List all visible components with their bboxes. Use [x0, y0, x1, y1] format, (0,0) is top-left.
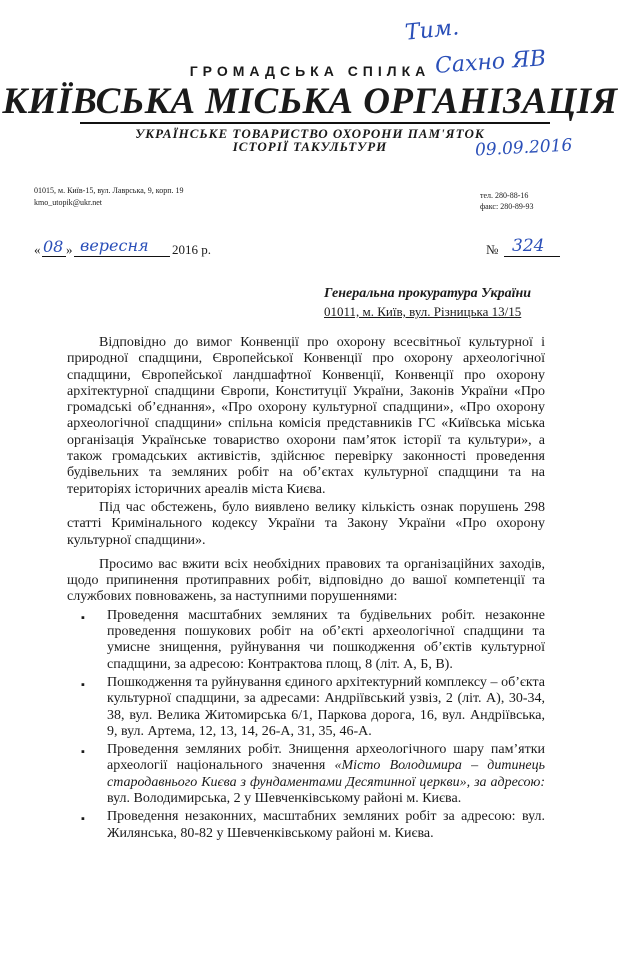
list-item — [67, 809, 545, 842]
number-blank — [504, 256, 560, 257]
handwritten-note-top: Тим. — [403, 15, 461, 46]
date-year: 2016 р. — [172, 242, 211, 257]
date-day: 08 — [43, 237, 64, 256]
bullet-icon: ▪ — [81, 746, 85, 759]
handwritten-date-note: 09.09.2016 — [474, 135, 573, 161]
number-label: № — [486, 242, 499, 257]
list-item-lead: Проведення земляних робіт. Знищення археологічного шару пам’ятки археології національного значення — [107, 742, 545, 774]
list-item-tail: вул. Володимирська, 2 у Шевченківському районі м. Києва. — [107, 791, 462, 807]
date-month-blank — [74, 256, 170, 257]
org-tel: тел. 280-88-16 — [480, 191, 529, 200]
document-number: 324 — [512, 236, 545, 256]
org-fax: факс: 280-89-93 — [480, 202, 534, 211]
org-email: kmo_utopik@ukr.net — [34, 198, 103, 207]
recipient-name: Генеральна прокуратура України — [324, 286, 532, 301]
list-item — [67, 608, 545, 673]
date-open-quote: « — [34, 242, 41, 257]
date-line — [34, 236, 574, 264]
list-item-italic: «Місто Володимира – дитинець стародавнього Києва з фундаментами Десятинної церкви», за адресою: — [107, 758, 545, 790]
date-close-quote: » — [66, 242, 73, 257]
org-address: 01015, м. Київ-15, вул. Лаврська, 9, корп. 19 — [34, 186, 184, 195]
bullet-icon: ▪ — [81, 611, 85, 624]
list-item-text: Пошкодження та руйнування єдиного архітектурний комплексу – об’єкта культурної спадщини, за адресами: Андріївський узвіз, 2 (літ. А), 30-34, 38, вул. Велика Житомирська 6/1, Паркова дорога, 16, вул. Андріївська, 9, вул. Артема, 12, 13, 14, 26-А, 31, 35, 46-А. — [107, 674, 545, 739]
paragraph-2: Під час обстежень, було виявлено велику кількість ознак порушень 298 статті Кримінального кодексу України та Закону України «Про охорону культурної спадщини». — [67, 499, 545, 548]
handwritten-signature-note: Сахно ЯВ — [434, 46, 547, 79]
date-day-blank — [42, 256, 66, 257]
list-item-text: Проведення масштабних земляних та будівельних робіт. незаконне проведення пошукових робіт на об’єкті археологічної спадщини та умисне знищення, руйнування чи пошкодження об’єктів культурної спадщини, за адресою: Контрактова площ, 8 (літ. А, Б, В). — [107, 607, 545, 672]
list-item — [67, 742, 545, 807]
violations-list — [67, 608, 545, 842]
recipient-address-text: 01011, м. Київ, вул. Різницька 13/15 — [324, 304, 522, 319]
bullet-icon: ▪ — [81, 813, 85, 826]
paragraph-3: Просимо вас вжити всіх необхідних правових та організаційних заходів, щодо припинення протиправних робіт, відповідно до вашої компетенції та службових повноважень, за наступними порушеннями: — [67, 556, 545, 605]
paragraph-1: Відповідно до вимог Конвенції про охорону всесвітньої культурної і природної спадщини, Європейської Конвенції про охорону археологічної спадщини, Європейської ландшафтної Конвенції, Конвенції про охорону архітектурної спадщини Європи, Конституції України, Законів України «Про громадські об’єднання», «Про охорону культурної спадщини», «Про охорону археологічної спадщини» спільна комісія представників ГС «Київська міська організація Українське товариство охорони пам’яток історії та культури», а також громадських активістів, здійснює перевірку законності проведення будівельних та земляних робіт на об’єктах культурної спадщини та на територіях історичних ареалів міста Києва. — [67, 335, 545, 497]
society-line-2: ІСТОРІЇ ТАКУЛЬТУРИ — [232, 139, 388, 154]
org-type: ГРОМАДСЬКА СПІЛКА — [189, 63, 431, 79]
society-line-1: УКРАЇНСЬКЕ ТОВАРИСТВО ОХОРОНИ ПАМ'ЯТОК — [135, 126, 485, 141]
letterhead-rule — [80, 122, 550, 124]
list-item-text: Проведення незаконних, масштабних земляних робіт за адресою: вул. Жилянська, 80-82 у Шевченківському районі м. Києва. — [107, 809, 545, 841]
date-month: вересня — [80, 236, 149, 255]
org-name: КИЇВСЬКА МІСЬКА ОРГАНІЗАЦІЯ — [2, 81, 618, 122]
bullet-icon: ▪ — [81, 678, 85, 691]
recipient-address — [324, 304, 521, 320]
list-item — [67, 675, 545, 740]
letter-body — [67, 335, 545, 842]
